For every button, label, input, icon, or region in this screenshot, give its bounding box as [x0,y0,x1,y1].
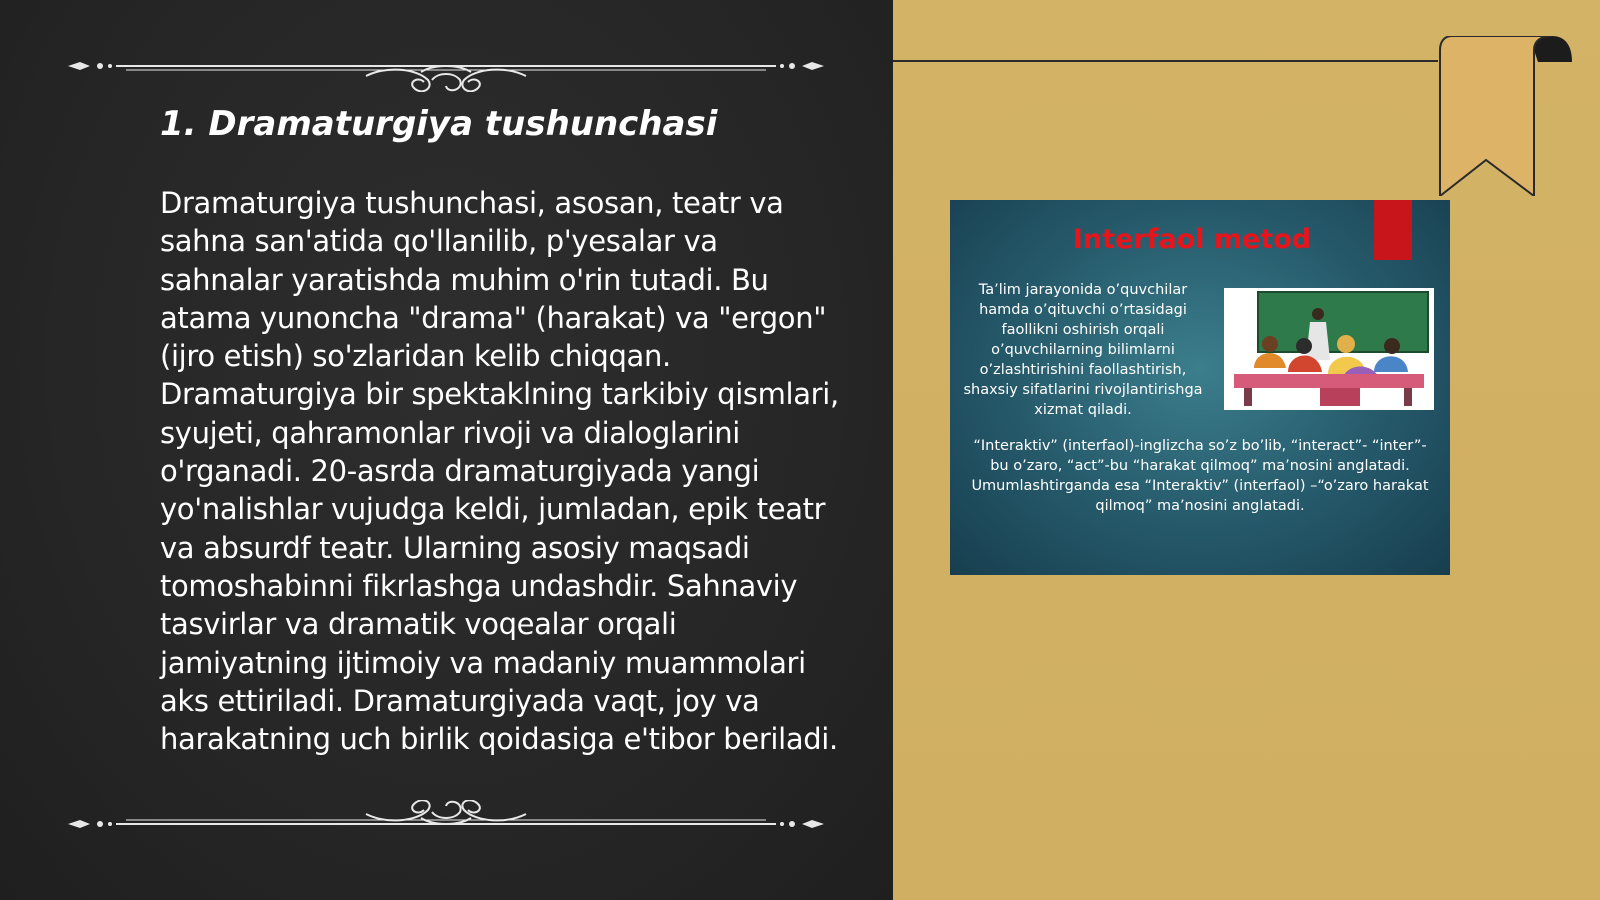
header-rule-line [893,60,1438,62]
slide-title: 1. Dramaturgiya tushunchasi [160,104,718,144]
inset-slide-image [950,200,1450,575]
inset-title: Interfaol metod [1072,224,1312,255]
inset-paragraph-1: Ta’lim jarayonida o’quvchilar hamda o’qituvchi o’rtasidagi faollikni oshirish orqali o’quvchilarning bilimlarni o’zlashtirishini faollashtirish, shaxsiy sifatlarini rivojlantirishga xizmat qiladi. [963,282,1203,418]
slide-body-text: Dramaturgiya tushunchasi, asosan, teatr va sahna san'atida qo'llanilib, p'yesalar va sahnalar yaratishda muhim o'rin tutadi. Bu atama yunoncha "drama" (harakat) va "ergon" (ijro etish) so'zlaridan kelib chiqqan. Dramaturgiya bir spektaklning tarkibiy qismlari, syujeti, qahramonlar rivoji va dialoglarini o'rganadi. 20-asrda dramaturgiyada yangi yo'nalishlar vujudga keldi, jumladan, epik teatr va absurdf teatr. Ularning asosiy maqsadi tomoshabinni fikrlashga undashdir. Sahnaviy tasvirlar va dramatik voqealar orqali jamiyatning ijtimoiy va madaniy muammolari aks ettiriladi. Dramaturgiyada vaqt, joy va harakatning uch birlik qoidasiga e'tibor beriladi. [160,186,839,757]
inset-paragraph-2: “Interaktiv” (interfaol)-inglizcha so’z bo’lib, “interact”- “inter”-bu o’zaro, “act”-bu “harakat qilmoq” ma’nosini anglatadi. Umumlashtirganda esa “Interaktiv” (interfaol) –“o’zaro harakat qilmoq” ma’nosini anglatadi. [971,438,1429,514]
bottom-ornament-icon [66,800,826,850]
top-ornament-icon [66,42,826,92]
classroom-illustration [1224,288,1434,410]
bookmark-ribbon-icon [1430,36,1590,196]
